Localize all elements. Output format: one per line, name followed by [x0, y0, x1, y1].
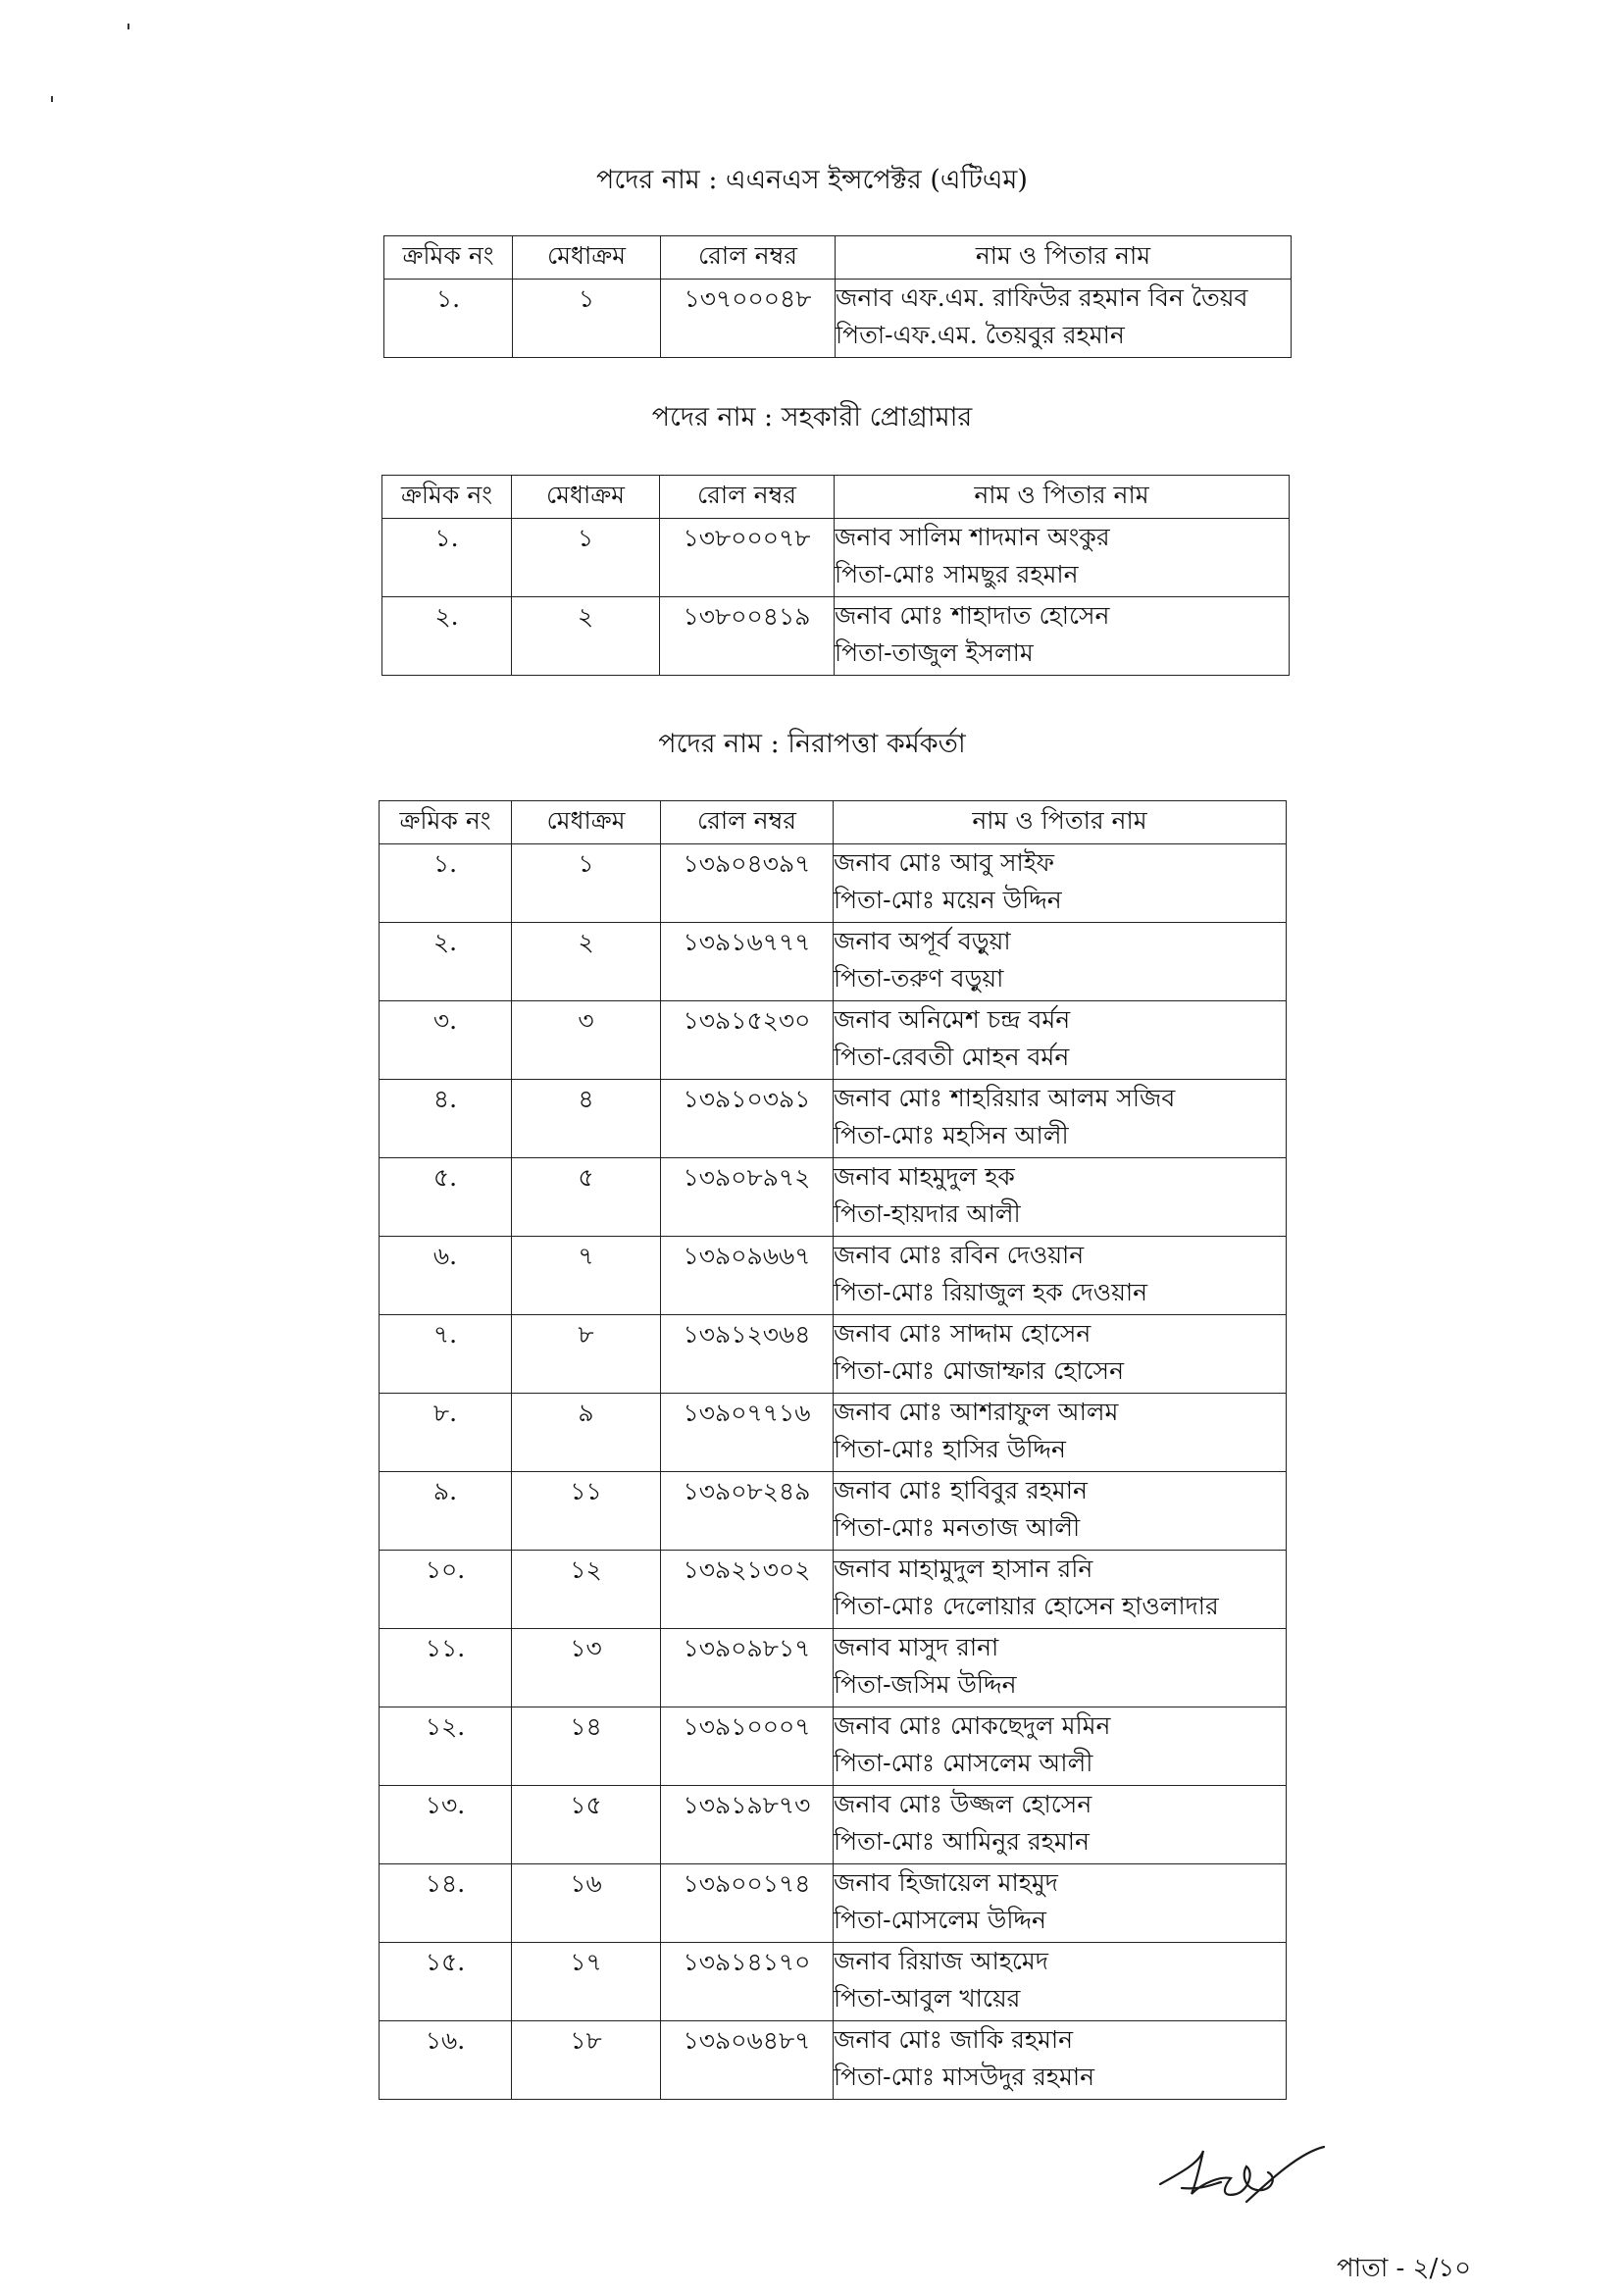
father-name: পিতা-মোঃ মোসলেম আলী — [834, 1749, 1093, 1777]
merit-cell: ৪ — [512, 1080, 661, 1158]
father-name: পিতা-মোঃ মোজাম্ফার হোসেন — [834, 1356, 1124, 1385]
table-header-row — [384, 236, 1292, 280]
name-cell — [835, 597, 1290, 676]
merit-cell: ১৭ — [512, 1943, 661, 2021]
serial-cell: ১৫. — [380, 1943, 512, 2021]
father-name: পিতা-আবুল খায়ের — [834, 1984, 1021, 2013]
serial-cell: ১২. — [380, 1707, 512, 1786]
father-name: পিতা-রেবতী মোহন বর্মন — [834, 1043, 1070, 1071]
serial-cell: ১. — [380, 844, 512, 923]
serial-cell: ২. — [380, 923, 512, 1001]
table-row — [380, 1080, 1287, 1158]
father-name: পিতা-মোঃ সামছুর রহমান — [835, 560, 1079, 588]
candidate-name: জনাব মোঃ আবু সাইফ — [834, 848, 1055, 877]
roll-cell: ১৩৯০৮৯৭২ — [661, 1158, 834, 1237]
name-cell — [834, 1394, 1287, 1472]
merit-cell: ১ — [512, 519, 660, 597]
roll-cell: ১৩৯০৭৭১৬ — [661, 1394, 834, 1472]
roll-cell: ১৩৯০৪৩৯৭ — [661, 844, 834, 923]
roll-cell: ১৩৯১০৩৯১ — [661, 1080, 834, 1158]
roll-cell: ১৩৯০৮২৪৯ — [661, 1472, 834, 1551]
merit-cell: ১৬ — [512, 1864, 661, 1943]
roll-cell: ১৩৯১২৩৬৪ — [661, 1315, 834, 1394]
father-name: পিতা-মোঃ মাসউদুর রহমান — [834, 2063, 1095, 2091]
page-number: পাতা - ২/১০ — [1337, 2254, 1471, 2283]
candidate-name: জনাব মোঃ উজ্জল হোসেন — [834, 1790, 1092, 1818]
candidate-name: জনাব হিজায়েল মাহমুদ — [834, 1868, 1058, 1897]
table-row — [380, 1943, 1287, 2021]
serial-cell: ৫. — [380, 1158, 512, 1237]
merit-cell: ২ — [512, 597, 660, 676]
father-name: পিতা-তাজুল ইসলাম — [835, 638, 1034, 667]
serial-header: ক্রমিক নং — [382, 476, 512, 519]
merit-cell: ১ — [512, 844, 661, 923]
candidate-name: জনাব সালিম শাদমান অংকুর — [835, 523, 1110, 551]
name-header: নাম ও পিতার নাম — [834, 801, 1287, 844]
roll-cell: ১৩৯১৫২৩০ — [661, 1001, 834, 1080]
roll-cell: ১৩৯১৬৭৭৭ — [661, 923, 834, 1001]
table-row — [384, 280, 1292, 358]
merit-cell: ১২ — [512, 1551, 661, 1629]
roll-cell: ১৩৯১৪১৭০ — [661, 1943, 834, 2021]
roll-header: রোল নম্বর — [661, 801, 834, 844]
serial-cell: ৭. — [380, 1315, 512, 1394]
merit-cell: ১১ — [512, 1472, 661, 1551]
candidate-name: জনাব রিয়াজ আহমেদ — [834, 1947, 1048, 1975]
table-row — [382, 597, 1290, 676]
serial-cell: ৬. — [380, 1237, 512, 1315]
roll-cell: ১৩৯০৯৮১৭ — [661, 1629, 834, 1707]
table-row — [380, 1864, 1287, 1943]
serial-cell: ১০. — [380, 1551, 512, 1629]
table-row — [380, 1158, 1287, 1237]
merit-cell: ৯ — [512, 1394, 661, 1472]
merit-header: মেধাক্রম — [513, 236, 661, 280]
table-row — [380, 1707, 1287, 1786]
name-cell — [834, 1551, 1287, 1629]
name-cell — [836, 280, 1292, 358]
serial-cell: ২. — [382, 597, 512, 676]
name-cell — [834, 1472, 1287, 1551]
candidate-name: জনাব অপূর্ব বড়ুয়া — [834, 927, 1011, 955]
candidate-name: জনাব মোঃ মোকছেদুল মমিন — [834, 1711, 1111, 1740]
serial-header: ক্রমিক নং — [380, 801, 512, 844]
section-title: পদের নাম : নিরাপত্তা কর্মকর্তা — [658, 729, 966, 759]
father-name: পিতা-মোঃ আমিনুর রহমান — [834, 1827, 1090, 1856]
name-cell — [835, 519, 1290, 597]
merit-cell: ১৪ — [512, 1707, 661, 1786]
merit-cell: ৫ — [512, 1158, 661, 1237]
name-cell — [834, 923, 1287, 1001]
serial-cell: ৯. — [380, 1472, 512, 1551]
results-table — [383, 235, 1292, 358]
table-row — [380, 844, 1287, 923]
name-cell — [834, 1786, 1287, 1864]
name-cell — [834, 1158, 1287, 1237]
table-row — [380, 1001, 1287, 1080]
candidate-name: জনাব মোঃ সাদ্দাম হোসেন — [834, 1319, 1091, 1348]
table-row — [380, 1394, 1287, 1472]
roll-cell: ১৩৯১৯৮৭৩ — [661, 1786, 834, 1864]
serial-cell: ১৬. — [380, 2021, 512, 2100]
table-row — [380, 1629, 1287, 1707]
scan-mark — [51, 96, 53, 102]
name-cell — [834, 1237, 1287, 1315]
serial-cell: ৩. — [380, 1001, 512, 1080]
merit-header: মেধাক্রম — [512, 476, 660, 519]
roll-header: রোল নম্বর — [661, 236, 836, 280]
roll-cell: ১৩৭০০০৪৮ — [661, 280, 836, 358]
name-cell — [834, 2021, 1287, 2100]
serial-cell: ১৪. — [380, 1864, 512, 1943]
table-row — [382, 519, 1290, 597]
roll-cell: ১৩৯০০১৭৪ — [661, 1864, 834, 1943]
father-name: পিতা-মোঃ দেলোয়ার হোসেন হাওলাদার — [834, 1592, 1219, 1620]
table-row — [380, 1786, 1287, 1864]
roll-cell: ১৩৯২১৩০২ — [661, 1551, 834, 1629]
roll-header: রোল নম্বর — [660, 476, 835, 519]
serial-cell: ১. — [384, 280, 513, 358]
father-name: পিতা-এফ.এম. তৈয়বুর রহমান — [836, 321, 1125, 349]
name-cell — [834, 1864, 1287, 1943]
father-name: পিতা-মোঃ হাসির উদ্দিন — [834, 1435, 1066, 1463]
table-row — [380, 1315, 1287, 1394]
roll-cell: ১৩৯০৯৬৬৭ — [661, 1237, 834, 1315]
results-table — [379, 800, 1287, 2100]
merit-cell: ১ — [513, 280, 661, 358]
merit-cell: ৮ — [512, 1315, 661, 1394]
roll-cell: ১৩৮০০৪১৯ — [660, 597, 835, 676]
table-header-row — [382, 476, 1290, 519]
candidate-name: জনাব এফ.এম. রাফিউর রহমান বিন তৈয়ব — [836, 283, 1248, 312]
candidate-name: জনাব মোঃ শাহাদাত হোসেন — [835, 601, 1110, 630]
section-title: পদের নাম : এএনএস ইন্সপেক্টর (এটিএম) — [596, 165, 1028, 195]
serial-cell: ১. — [382, 519, 512, 597]
roll-cell: ১৩৯০৬৪৮৭ — [661, 2021, 834, 2100]
merit-cell: ৭ — [512, 1237, 661, 1315]
signature-image — [1152, 2133, 1339, 2212]
name-cell — [834, 1629, 1287, 1707]
merit-cell: ২ — [512, 923, 661, 1001]
father-name: পিতা-মোঃ মনতাজ আলী — [834, 1513, 1081, 1542]
name-header: নাম ও পিতার নাম — [836, 236, 1292, 280]
merit-cell: ১৫ — [512, 1786, 661, 1864]
name-cell — [834, 1080, 1287, 1158]
father-name: পিতা-মোঃ মহসিন আলী — [834, 1121, 1069, 1149]
table-row — [380, 2021, 1287, 2100]
table-row — [380, 923, 1287, 1001]
candidate-name: জনাব মোঃ আশরাফুল আলম — [834, 1398, 1119, 1426]
name-cell — [834, 1315, 1287, 1394]
table-row — [380, 1551, 1287, 1629]
name-cell — [834, 1001, 1287, 1080]
serial-cell: ১৩. — [380, 1786, 512, 1864]
section-title: পদের নাম : সহকারী প্রোগ্রামার — [651, 402, 973, 433]
merit-cell: ১৩ — [512, 1629, 661, 1707]
candidate-name: জনাব অনিমেশ চন্দ্র বর্মন — [834, 1005, 1071, 1034]
candidate-name: জনাব মোঃ রবিন দেওয়ান — [834, 1241, 1085, 1269]
serial-cell: ১১. — [380, 1629, 512, 1707]
roll-cell: ১৩৯১০০০৭ — [661, 1707, 834, 1786]
father-name: পিতা-তরুণ বড়ুয়া — [834, 964, 1004, 993]
name-cell — [834, 844, 1287, 923]
serial-header: ক্রমিক নং — [384, 236, 513, 280]
father-name: পিতা-মোসলেম উদ্দিন — [834, 1906, 1046, 1934]
candidate-name: জনাব মোঃ জাকি রহমান — [834, 2025, 1074, 2054]
candidate-name: জনাব মোঃ শাহরিয়ার আলম সজিব — [834, 1084, 1176, 1112]
roll-cell: ১৩৮০০০৭৮ — [660, 519, 835, 597]
father-name: পিতা-হায়দার আলী — [834, 1199, 1021, 1228]
merit-cell: ৩ — [512, 1001, 661, 1080]
candidate-name: জনাব মোঃ হাবিবুর রহমান — [834, 1476, 1088, 1504]
father-name: পিতা-মোঃ ময়েন উদ্দিন — [834, 886, 1062, 914]
merit-header: মেধাক্রম — [512, 801, 661, 844]
father-name: পিতা-মোঃ রিয়াজুল হক দেওয়ান — [834, 1278, 1148, 1306]
merit-cell: ১৮ — [512, 2021, 661, 2100]
results-table — [381, 475, 1290, 676]
name-header: নাম ও পিতার নাম — [835, 476, 1290, 519]
serial-cell: ৪. — [380, 1080, 512, 1158]
candidate-name: জনাব মাহমুদুল হক — [834, 1162, 1015, 1191]
scan-mark — [127, 24, 129, 29]
table-row — [380, 1472, 1287, 1551]
table-header-row — [380, 801, 1287, 844]
table-row — [380, 1237, 1287, 1315]
name-cell — [834, 1943, 1287, 2021]
father-name: পিতা-জসিম উদ্দিন — [834, 1670, 1017, 1699]
candidate-name: জনাব মাসুদ রানা — [834, 1633, 999, 1661]
candidate-name: জনাব মাহামুদুল হাসান রনি — [834, 1554, 1093, 1583]
name-cell — [834, 1707, 1287, 1786]
serial-cell: ৮. — [380, 1394, 512, 1472]
